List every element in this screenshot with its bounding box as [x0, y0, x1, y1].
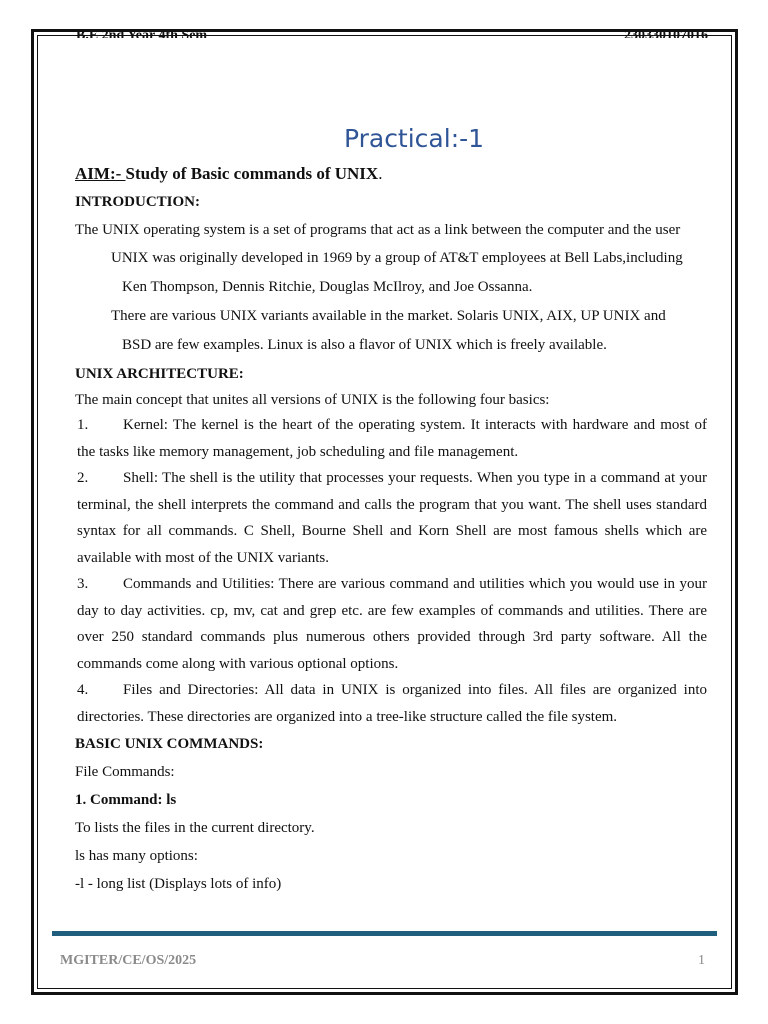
basic-commands-heading: BASIC UNIX COMMANDS:: [75, 736, 264, 752]
architecture-intro: The main concept that unites all versions of UNIX is the following four basics:: [75, 392, 550, 408]
bullet-line: [98, 244, 707, 273]
item-text: Files and Directories: All data in UNIX is organized into files. All files are organized into directories. These directories are organized into a tree-like structure called the file system.: [77, 682, 707, 725]
command-ls-options-intro: ls has many options:: [75, 848, 198, 864]
bullet-continuation: Ken Thompson, Dennis Ritchie, Douglas McIlroy, and Joe Ossanna.: [122, 279, 533, 295]
item-text: Shell: The shell is the utility that processes your requests. When you type in a command at your terminal, the shell interprets the command and calls the program that you want. The shell uses standard syntax for all commands. C Shell, Bourne Shell and Korn Shell are most famous shells which are available with most of the UNIX variants.: [77, 470, 707, 566]
page-number: 1: [698, 953, 705, 968]
architecture-item-kernel: [77, 412, 707, 465]
aim-text: Study of Basic commands of UNIX: [125, 164, 379, 183]
architecture-item-shell: [77, 465, 707, 571]
bullet-continuation: BSD are few examples. Linux is also a flavor of UNIX which is freely available.: [122, 337, 607, 353]
aim-label: AIM:-: [75, 164, 126, 183]
bullet-text: UNIX was originally developed in 1969 by a group of AT&T employees at Bell Labs,including: [111, 250, 683, 266]
command-ls-description: To lists the files in the current directory.: [75, 820, 315, 836]
file-commands-label: File Commands:: [75, 764, 175, 780]
aim-period: .: [378, 164, 383, 183]
item-number: 1.: [77, 417, 89, 433]
bullet-item: [75, 244, 707, 302]
footer-institute: MGITER/CE/OS/2025: [60, 953, 197, 968]
architecture-item-files: [77, 677, 707, 730]
footer-divider: [52, 931, 717, 936]
item-number: 2.: [77, 470, 89, 486]
introduction-heading: INTRODUCTION:: [75, 194, 201, 210]
bullet-text: There are various UNIX variants available in the market. Solaris UNIX, AIX, UP UNIX and: [111, 308, 666, 324]
bullet-line: [98, 302, 707, 331]
architecture-heading: UNIX ARCHITECTURE:: [75, 366, 244, 382]
command-ls-title: 1. Command: ls: [75, 792, 177, 808]
header-course: B.E 2nd Year 4th Sem: [76, 28, 208, 38]
item-text: Kernel: The kernel is the heart of the operating system. It interacts with hardware and most of the tasks like memory management, job scheduling and file management.: [77, 417, 707, 460]
aim-line: [75, 160, 707, 188]
item-number: 3.: [77, 576, 89, 592]
introduction-text: The UNIX operating system is a set of programs that act as a link between the computer and the user: [75, 222, 681, 238]
command-ls-option-l: -l - long list (Displays lots of info): [75, 876, 282, 892]
item-text: Commands and Utilities: There are various command and utilities which you would use in your day to day activities. cp, mv, cat and grep etc. are few examples of commands and utilities. There are over 250 standard commands plus numerous others provided through 3rd party software. All the commands come along with various optional options.: [77, 576, 707, 672]
architecture-item-commands: [77, 571, 707, 677]
document-body: [75, 160, 707, 898]
page-title: Practical:-1: [343, 124, 485, 153]
header-enrollment: 230330107016: [624, 28, 708, 38]
item-number: 4.: [77, 682, 89, 698]
bullet-item: [75, 302, 707, 360]
